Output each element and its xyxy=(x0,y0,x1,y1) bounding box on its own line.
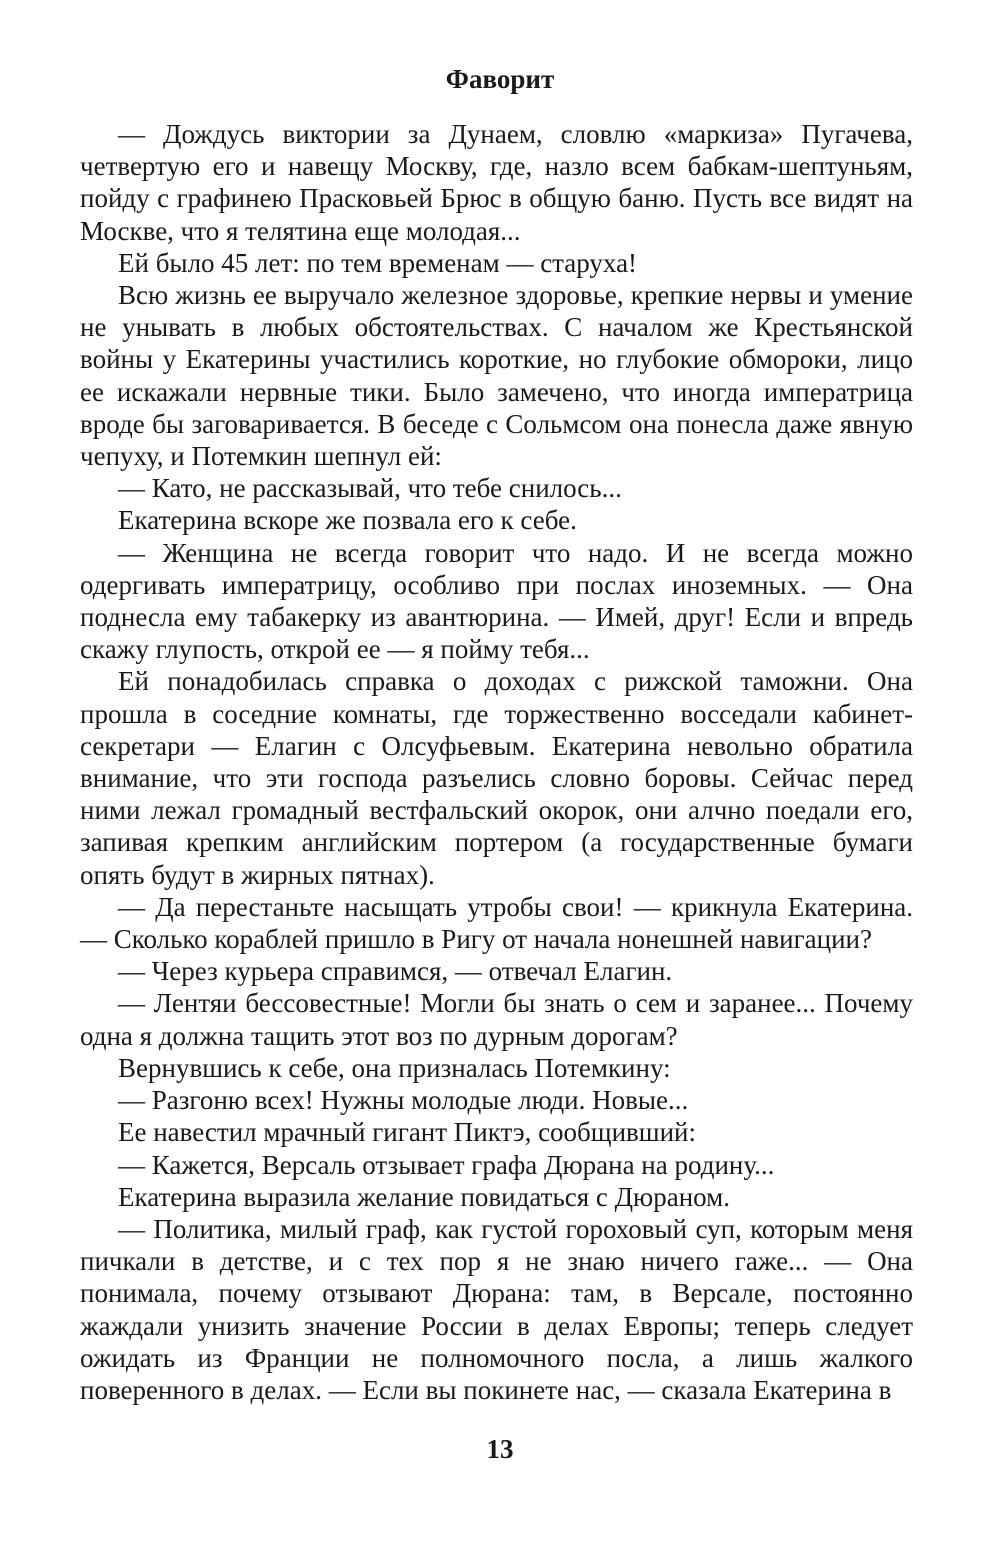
paragraph: Всю жизнь ее выручало железное здоровье, крепкие нервы и умение не унывать в любых обстоятельствах. С началом же Крестьянской войны у Екатерины участились короткие, но глубокие обмороки, лицо ее искажали нервные тики. Было замечено, что иногда императрица вроде бы заговаривается. В беседе с Сольмсом она понесла даже явную чепуху, и Потемкин шепнул ей: xyxy=(80,280,913,472)
paragraph: Вернувшись к себе, она призналась Потемкину: xyxy=(118,1052,671,1083)
body-text xyxy=(80,118,913,1406)
paragraph: Ей было 45 лет: по тем временам — старуха! xyxy=(118,247,638,278)
page-number: 13 xyxy=(486,1434,514,1464)
paragraph: — Разгоню всех! Нужны молодые люди. Новые... xyxy=(118,1085,689,1116)
paragraph: Екатерина выразила желание повидаться с Дюраном. xyxy=(118,1181,730,1212)
paragraph: — Лентяи бессовестные! Могли бы знать о сем и заранее... Почему одна я должна тащить этот воз по дурным дорогам? xyxy=(80,988,913,1051)
paragraph: — Женщина не всегда говорит что надо. И не всегда можно одергивать императрицу, особливо при послах иноземных. — Она поднесла ему табакерку из авантюрина. — Имей, друг! Если и впредь скажу глупость, открой ее — я пойму тебя... xyxy=(80,537,913,665)
paragraph: — Да перестаньте насыщать утробы свои! — крикнула Екатерина. — Сколько кораблей пришло в Ригу от начала нонешней навигации? xyxy=(80,891,913,955)
paragraph: Ей понадобилась справка о доходах с рижской таможни. Она прошла в соседние комнаты, где торжественно восседали кабинет-секретари — Елагин с Олсуфьевым. Екатерина невольно обратила внимание, что эти господа разъелись словно боровы. Сейчас перед ними лежал громадный вестфальский окорок, они алчно поедали его, запивая крепким английским портером (а государственные бумаги опять будут в жирных пятнах). xyxy=(80,666,913,890)
paragraph: — Кажется, Версаль отзывает графа Дюрана на родину... xyxy=(118,1149,775,1180)
running-header: Фаворит xyxy=(445,64,555,94)
paragraph-last: — Политика, милый граф, как густой гороховый суп, которым меня пичкали в детстве, и с тех пор я не знаю ничего гаже... — Она понимала, почему отзывают Дюрана: там, в Версале, постоянно жаждали унизить значение России в делах Европы; теперь следует ожидать из Франции не полномочного посла, а лишь жалкого поверенного в делах. — Если вы покинете нас, — сказала Екатерина в xyxy=(80,1213,913,1405)
paragraph: — Като, не рассказывай, что тебе снилось... xyxy=(118,473,622,504)
paragraph: Ее навестил мрачный гигант Пиктэ, сообщивший: xyxy=(118,1117,696,1148)
paragraph: — Дождусь виктории за Дунаем, словлю «маркиза» Пугачева, четвертую его и навещу Москву, где, назло всем бабкам-шептуньям, пойду с графинею Прасковьей Брюс в общую баню. Пусть все видят на Москве, что я телятина еще молодая... xyxy=(80,119,913,246)
paragraph: Екатерина вскоре же позвала его к себе. xyxy=(118,505,577,536)
paragraph: — Через курьера справимся, — отвечал Елагин. xyxy=(118,956,673,987)
